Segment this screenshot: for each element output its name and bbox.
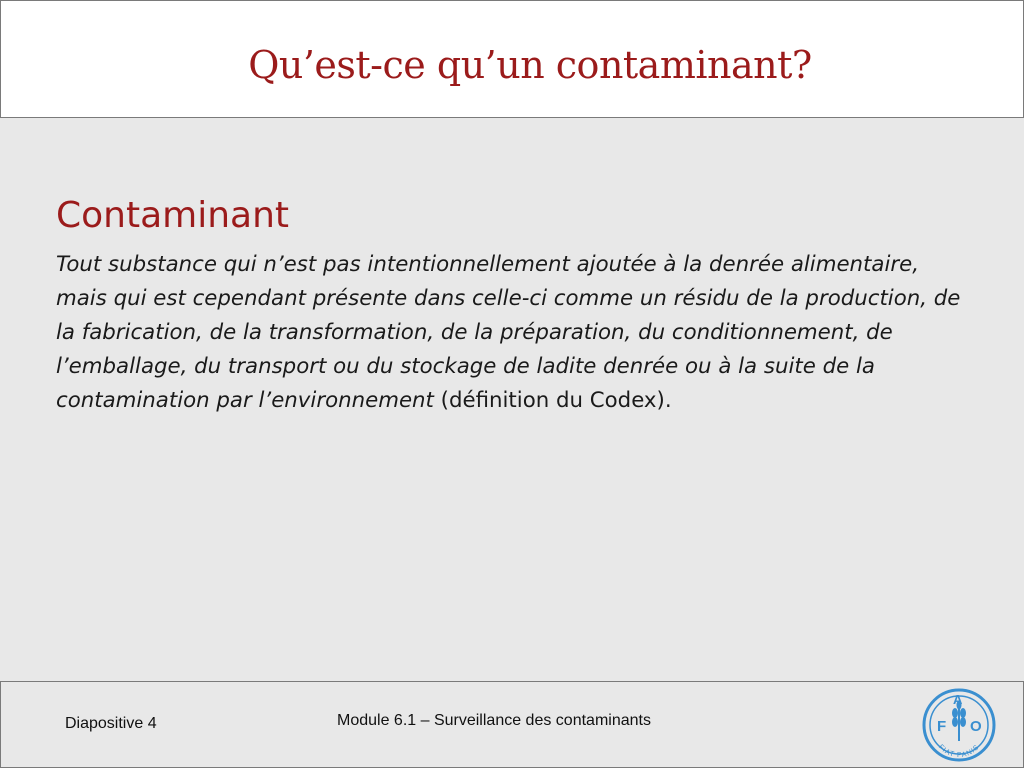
- logo-letter-o: O: [970, 718, 982, 735]
- definition-source: (définition du Codex).: [433, 388, 672, 413]
- module-label: Module 6.1 – Surveillance des contaminants: [337, 712, 651, 729]
- logo-letter-a: A: [953, 692, 963, 707]
- definition-text: [56, 248, 976, 418]
- fao-logo-icon: [921, 687, 997, 763]
- section-heading: Contaminant: [56, 195, 290, 236]
- definition-italic: Tout substance qui n’est pas intentionnellement ajoutée à la denrée alimentaire, mais qui est cependant présente dans celle-ci comme un résidu de la production, de la fabrication, de la transformation, de la préparation, du conditionnement, de l’emballage, du transport ou du stockage de ladite denrée ou à la suite de la contamination par l’environnement: [56, 252, 961, 413]
- logo-motto-path: FIAT PANIS: [936, 743, 982, 760]
- fao-logo-graphic: [921, 687, 997, 763]
- slide-number: Diapositive 4: [65, 715, 157, 732]
- slide-header: [0, 0, 1024, 118]
- slide-title: Qu’est-ce qu’un contaminant?: [248, 43, 812, 87]
- slide-footer: [0, 681, 1024, 768]
- slide-body: [0, 118, 1024, 680]
- logo-letter-f: F: [937, 718, 947, 735]
